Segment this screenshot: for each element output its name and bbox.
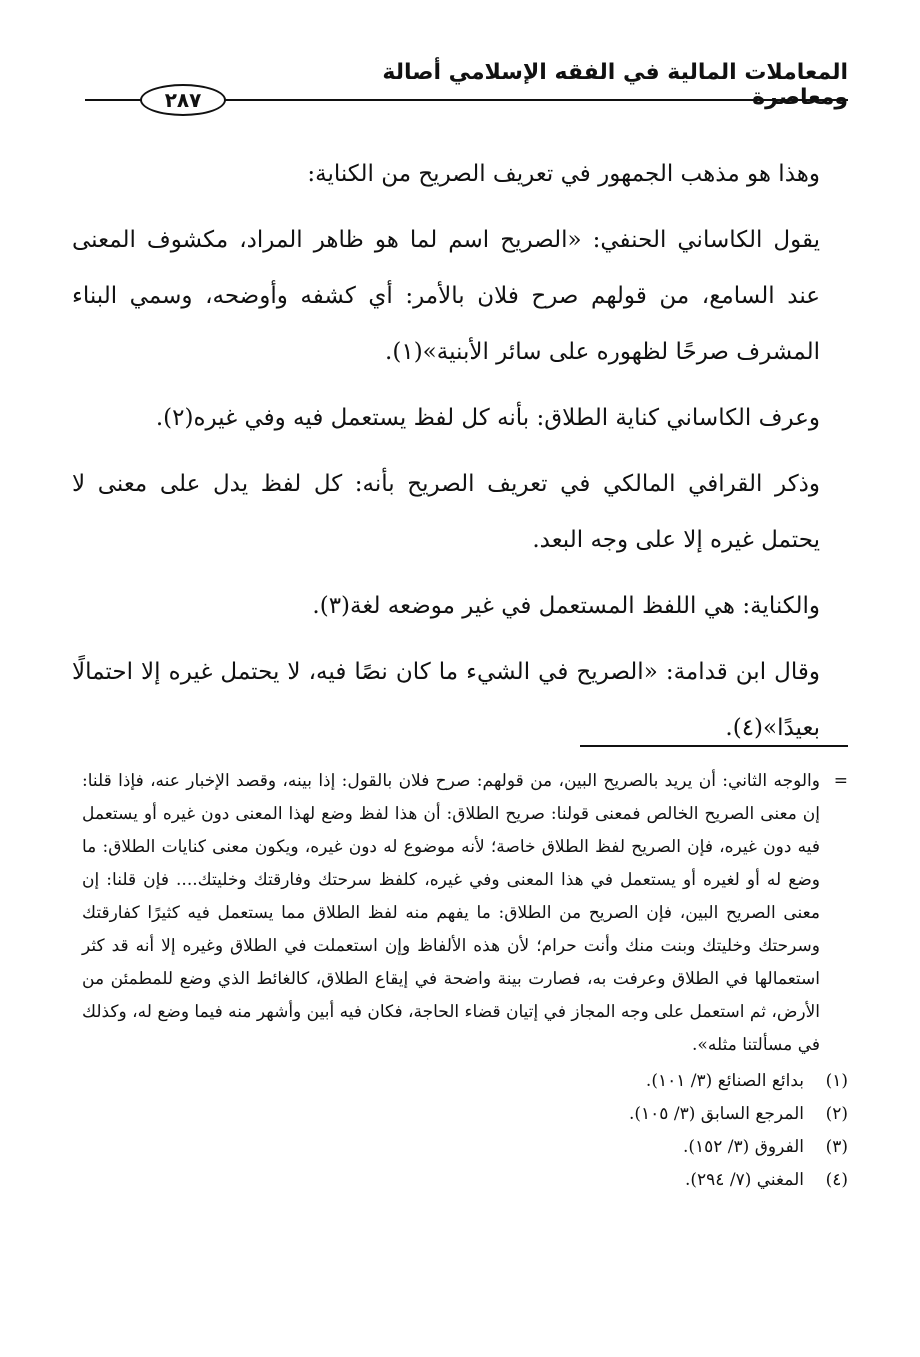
- main-text: [72, 146, 848, 756]
- footnote-separator: [580, 745, 848, 747]
- reference-item: [82, 1065, 848, 1098]
- continuation-text: والوجه الثاني: أن يريد بالصريح البين، من قولهم: صرح فلان بالقول: إذا بينه، وقصد الإخبار عنه، فإذا قلنا: إن معنى الصريح الخالص فمعنى قولنا: صريح الطلاق: أن هذا لفظ وضع لهذا المعنى دون غيره أو يستعمل فيه دون غيره، فإن الصريح لفظ الطلاق خاصة؛ لأنه موضوع له دون غيره، ويكون معنى كنايات الطلاق: ما وضع له أو لغيره أو يستعمل في هذا المعنى وفي غيره، كلفظ سرحتك وفارقتك وخليتك.... فإن قلنا: إن معنى الصريح البين، فإن الصريح من الطلاق: ما يفهم منه لفظ الطلاق مما يستعمل فيه كثيرًا كفارقتك وسرحتك وخليتك وبنت منك وأنت حرام؛ لأن هذه الألفاظ وإن استعملت في الطلاق وغيره إلا أنه قد كثر استعمالها في الطلاق وعرفت به، فصارت بينة واضحة في إيقاع الطلاق، كالغائط الذي وضع للمطمئن من الأرض، ثم استعمل على وجه المجاز في إتيان قضاء الحاجة، فكان فيه أبين وأشهر منه فيما وضع له، وكذلك في مسألتنا مثله».: [82, 771, 820, 1055]
- reference-text: الفروق (٣/ ١٥٢).: [682, 1137, 804, 1157]
- paragraph-4: وذكر القرافي المالكي في تعريف الصريح بأنه: كل لفظ يدل على معنى لا يحتمل غيره إلا على وجه البعد.: [72, 471, 820, 553]
- footnote-continuation: [82, 765, 848, 1062]
- paragraph-1: وهذا هو مذهب الجمهور في تعريف الصريح من الكناية:: [307, 161, 820, 187]
- reference-text: المغني (٧/ ٢٩٤).: [684, 1170, 804, 1190]
- footnotes: [82, 765, 848, 1197]
- paragraph-5: والكناية: هي اللفظ المستعمل في غير موضعه لغة(٣).: [312, 593, 820, 619]
- reference-text: بدائع الصنائع (٣/ ١٠١).: [645, 1071, 804, 1091]
- reference-item: [82, 1098, 848, 1131]
- paragraph-6: وقال ابن قدامة: «الصريح في الشيء ما كان نصًا فيه، لا يحتمل غيره إلا احتمالًا بعيدًا»(٤).: [72, 659, 820, 741]
- reference-number: (٢): [825, 1104, 848, 1124]
- reference-number: (١): [825, 1071, 848, 1091]
- reference-list: [82, 1065, 848, 1197]
- running-header-title: المعاملات المالية في الفقه الإسلامي أصالة ومعاصرة: [382, 60, 848, 110]
- reference-item: [82, 1131, 848, 1164]
- reference-item: [82, 1164, 848, 1197]
- reference-text: المرجع السابق (٣/ ١٠٥).: [629, 1104, 804, 1124]
- paragraph-2: يقول الكاساني الحنفي: «الصريح اسم لما هو ظاهر المراد، مكشوف المعنى عند السامع، من قولهم صرح فلان بالأمر: أي كشفه وأوضحه، وسمي البناء المشرف صرحًا لظهوره على سائر الأبنية»(١).: [72, 227, 820, 365]
- reference-number: (٣): [825, 1137, 848, 1157]
- page-number: ٢٨٧: [140, 84, 226, 116]
- reference-number: (٤): [825, 1170, 848, 1190]
- paragraph-3: وعرف الكاساني كناية الطلاق: بأنه كل لفظ يستعمل فيه وفي غيره(٢).: [155, 405, 820, 431]
- continuation-mark: =: [833, 771, 848, 791]
